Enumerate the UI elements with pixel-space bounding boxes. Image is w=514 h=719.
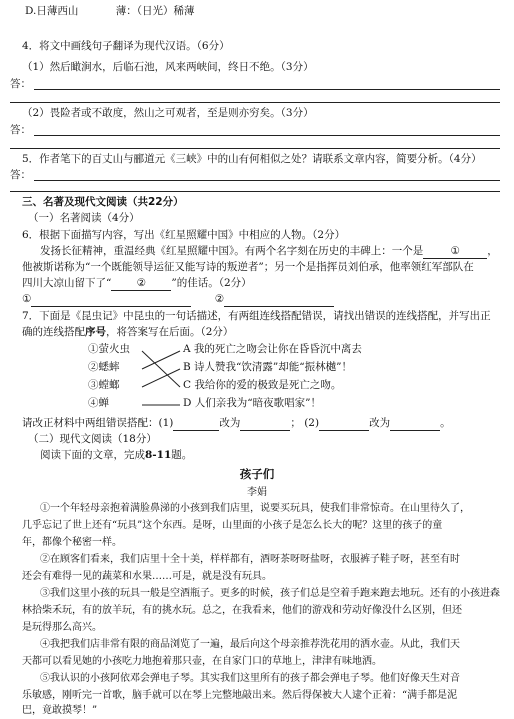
q7-fix-1-right[interactable] [240, 416, 290, 431]
article-title: 孩子们 [239, 467, 275, 481]
q7-stem-2-bold: 序号 [85, 326, 106, 338]
q4-answer-label-2: 答： [10, 124, 31, 136]
q7-fix-2-label: ； (2) [290, 417, 320, 429]
article-line: 几乎忘记了世上还有“玩具”这个东西。是呀，山里面的小孩子是怎么长大的呢？这里的孩子的童 [22, 520, 443, 531]
article-line: ①一个年轻母亲抱着满脸鼻涕的小孩到我们店里，说要买玩具，使我们非常惊奇。在山里待久了， [40, 503, 470, 514]
article-line: 巴，竟敢摸琴！” [22, 705, 98, 716]
q5-answer-label: 答： [10, 169, 31, 181]
left-item-1: ①萤火虫 [88, 343, 130, 355]
q6-line-3-tail: ”的佳话。（2分） [171, 277, 252, 289]
article-author: 李娟 [247, 487, 267, 498]
q4-sub2: （2）畏险者或不敢度，然山之可观者，至是则亦穷矣。（3分） [22, 107, 314, 119]
q6-blank-1[interactable]: ① [423, 244, 487, 259]
answer-line[interactable] [10, 148, 500, 149]
left-item-3: ③螳螂 [88, 379, 120, 391]
subsection-2: （二）现代文阅读（18分） [28, 433, 157, 445]
option-d-gloss: 薄：（日光）稀薄 [115, 5, 195, 17]
answer-line[interactable] [34, 89, 500, 90]
article-line: ③我们这里小孩的玩具一般是空酒瓶子。更多的时候，孩子们总是空着手跑来跑去地玩。还有的小孩进森 [40, 588, 500, 599]
match-line [142, 369, 180, 387]
q6-answers [22, 292, 334, 307]
q7-fix-label: 请改正材料中两组错误搭配：(1) [22, 417, 174, 429]
q6-line-2: 他被斯诺称为“一个既能领导运征又能写诗的叛逆者”；另一个是指挥员刘伯承，他率领红军部队在 [22, 261, 474, 273]
article-line: 是玩得那么高兴。 [22, 622, 102, 633]
q4-sub1: （1）然后瞰涧水，后临石池，风来两峡间，终日不绝。（3分） [22, 61, 314, 73]
q6-answer-2-field[interactable] [224, 292, 334, 307]
q7-fix-2-right[interactable] [390, 416, 440, 431]
reading-note-range: 8-11 [145, 449, 172, 461]
q6-line-3-text: 四川大凉山留下了“ [22, 277, 112, 289]
q6-line-3 [22, 276, 252, 291]
q6-answer-1-label: ① [22, 293, 32, 305]
q7-stem-2-text: 确的连线搭配 [22, 326, 85, 338]
match-line [142, 351, 180, 369]
matching-lines [140, 344, 182, 410]
article-line: 年，都像个秘密一样。 [22, 537, 122, 548]
q7-fix-end: 。 [440, 417, 451, 429]
q7-stem-2-tail: ，将答案写在后面。（2分） [106, 326, 234, 338]
q6-line-1 [40, 244, 498, 259]
article-line: 林拾柴禾玩，有的放羊玩，有的挑水玩。总之，在我看来，他们的游戏和劳动好像没什么区别，但还 [22, 605, 462, 616]
reading-note-tail: 题。 [171, 449, 193, 461]
q7-fix-2-change: 改为 [369, 417, 391, 429]
answer-line[interactable] [34, 135, 500, 136]
section3-heading: 三、名著及现代文阅读（共22分） [22, 196, 184, 208]
q7-fix-2-wrong[interactable] [319, 416, 369, 431]
q6-answer-1-field[interactable] [31, 292, 191, 307]
left-item-2: ②蟋蟀 [88, 361, 120, 373]
answer-line[interactable] [34, 180, 500, 181]
article-line: 还会有难得一见的蔬菜和水果……可是，就是没有玩具。 [22, 571, 272, 582]
q7-stem-2 [22, 325, 233, 339]
q7-fix-1-change: 改为 [219, 417, 241, 429]
answer-line[interactable] [10, 102, 500, 103]
q5-stem: 5．作者笔下的百丈山与郦道元《三峡》中的山有何相似之处？请联系文章内容，简要分析。（4分） [22, 153, 482, 165]
right-item-d: D 人们亲我为“暗夜歌唱家”！ [183, 397, 321, 409]
q6-answer-2-label: ② [214, 293, 225, 305]
q6-line-1-tail: ， [487, 245, 498, 257]
reading-note-text: 阅读下面的文章，完成 [40, 449, 145, 461]
article-line: ②在顾客们看来，我们店里十全十美，样样都有，酒呀茶呀呀盐呀，衣服裤子鞋子呀，甚至有时 [40, 554, 460, 565]
q7-fix-line [22, 416, 451, 431]
article-line: 乐敏感，刚听完一首歌，脑手就可以在琴上完整地敲出来。然后得保被大人逮个正着：“满手都是泥 [22, 690, 458, 701]
option-d [25, 4, 194, 18]
q7-fix-1-wrong[interactable] [173, 416, 219, 431]
article-line: ⑤我认识的小孩阿依邓会弹电子琴。其实我们这里所有的孩子都会弹电子琴。他们好像天生对音 [40, 673, 460, 684]
option-d-label: D.日薄西山 [25, 5, 79, 17]
left-item-4: ④蝉 [88, 397, 109, 409]
q4-answer-label-1: 答： [10, 78, 31, 90]
match-line [142, 351, 180, 387]
q4-stem: 4．将文中画线句子翻译为现代汉语。（6分） [22, 40, 230, 52]
q7-stem: 7．下面是《昆虫记》中昆虫的一句话描述，有两组连线搭配错误，请找出错误的连线搭配，并写出正 [22, 310, 491, 322]
q6-stem: 6．根据下面描写内容，写出《红星照耀中国》中相应的人物。（2分） [22, 229, 346, 241]
reading-note [40, 448, 192, 462]
subsection-1: （一）名著阅读（4分） [28, 212, 140, 224]
q6-blank-2[interactable]: ② [111, 276, 171, 291]
right-item-a: A 我的死亡之吻会让你在昏昏沉中离去 [183, 343, 362, 355]
q6-line-1-text: 发扬长征精神，重温经典《红星照耀中国》。有两个名字刻在历史的丰碑上：一个是 [40, 245, 424, 257]
article-line: 天都可以看见她的小孩吃力地抱着那只壶，在自家门口的草地上，津津有味地洒。 [22, 656, 382, 667]
answer-line[interactable] [10, 191, 500, 192]
article-line: ④我把我们店非常有限的商品浏览了一遍，最后向这个母亲推荐洗花用的洒水壶。从此，我们天 [40, 639, 460, 650]
right-item-b: B 诗人赞我“饮清露”却能“振林樾”！ [183, 361, 353, 373]
right-item-c: C 我给你的爱的极致是死亡之吻。 [183, 379, 342, 391]
